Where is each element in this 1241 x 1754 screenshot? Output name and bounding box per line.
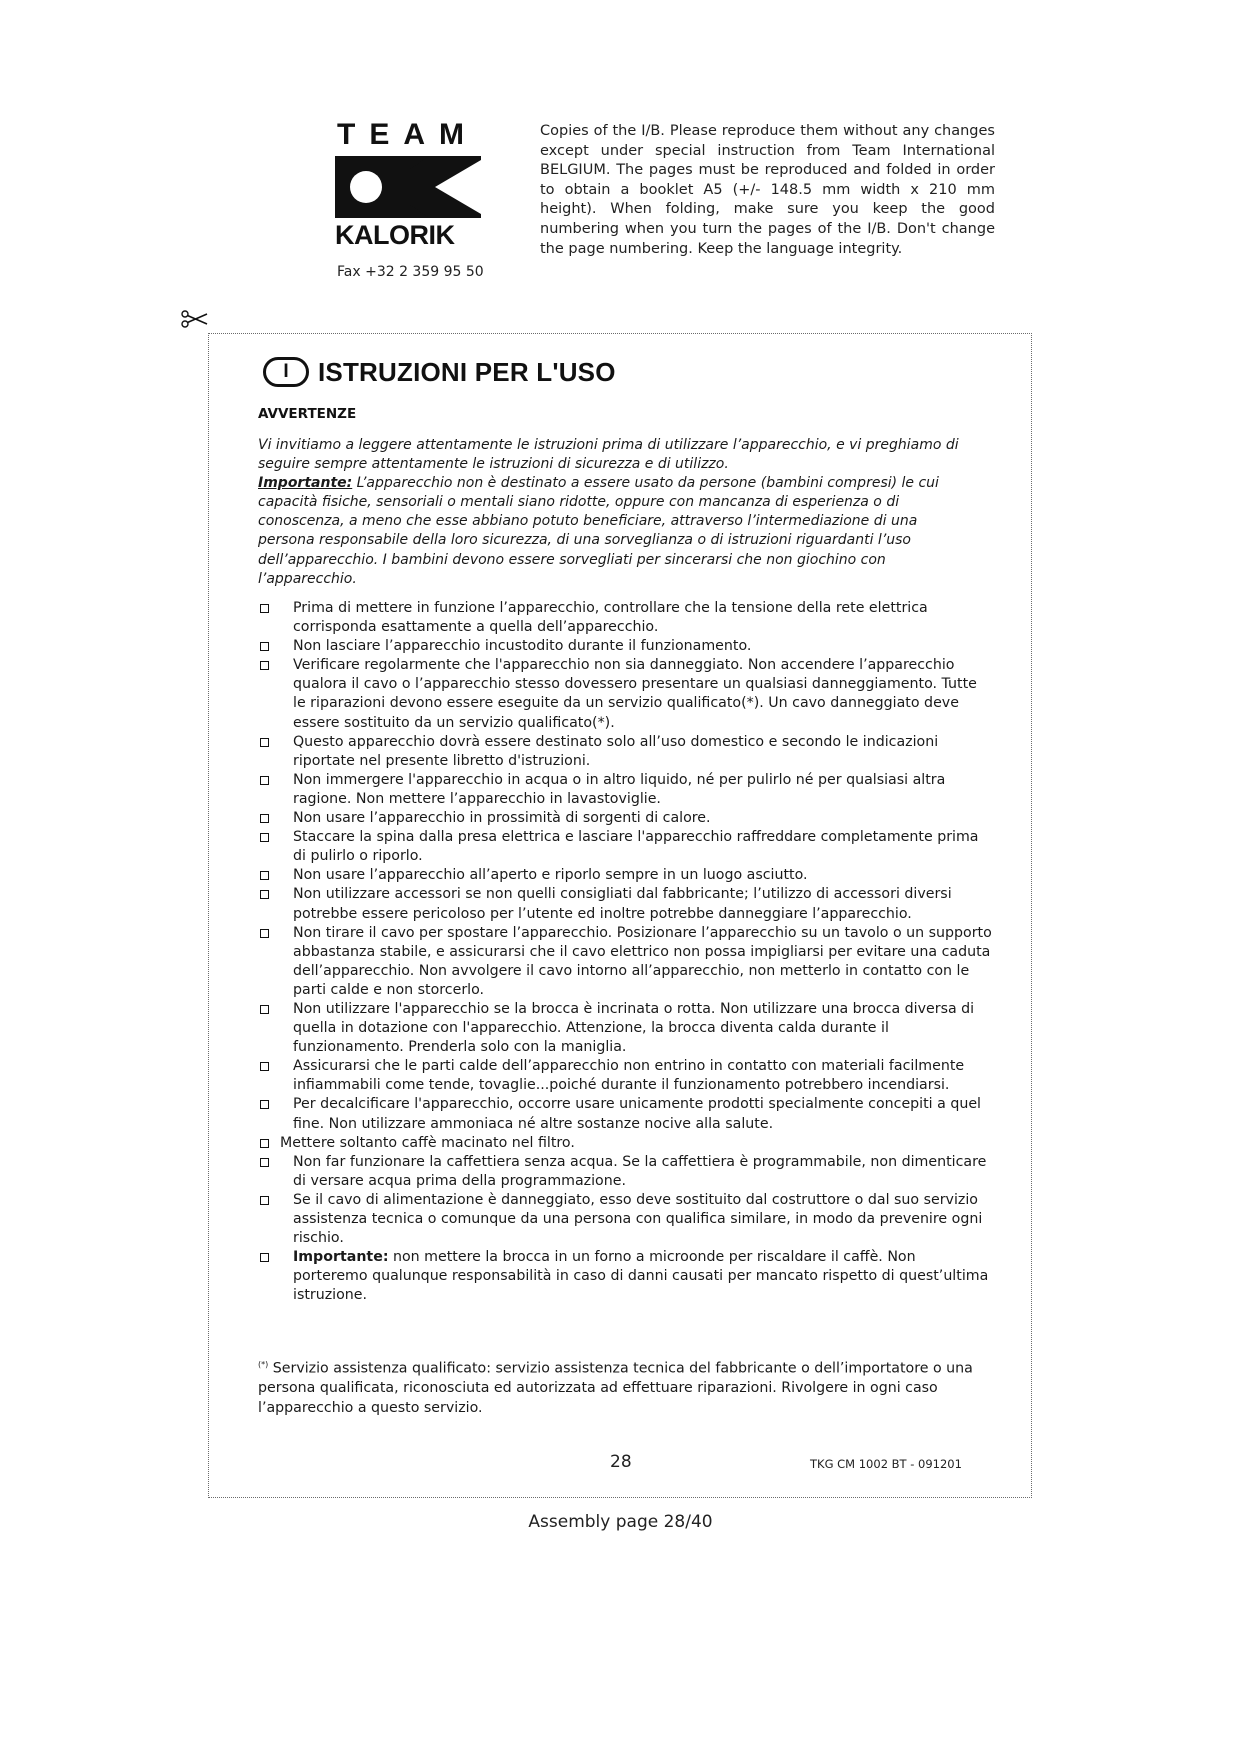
copy-instructions: Copies of the I/B. Please reproduce them without any changes except under special instruction from Team International BELGIUM. The pages must be reproduced and folded in order to obtain a booklet A5 (+/- 148.5 mm width x 210 mm height). When folding, make sure you keep the good numbering when you turn the pages of the I/B. Don't change the page numbering. Keep the language integrity.	[540, 123, 995, 257]
checkbox-bullet-icon	[260, 871, 269, 880]
checkbox-bullet-icon	[260, 1196, 269, 1205]
intro-text: Vi invitiamo a leggere attentamente le istruzioni prima di utilizzare l’apparecchio, e vi preghiamo di seguire sempre attentamente le istruzioni di sicurezza e di utilizzo.	[258, 437, 959, 473]
list-item: Mettere soltanto caffè macinato nel filtro.	[258, 1134, 993, 1153]
assembly-page-label: Assembly page 28/40	[528, 1512, 713, 1532]
list-item: Non usare l’apparecchio all’aperto e riporlo sempre in un luogo asciutto.	[258, 866, 993, 885]
footnote-mark: (*)	[258, 1360, 269, 1369]
page-number: 28	[610, 1452, 632, 1472]
logo-team-text: TEAM	[337, 118, 478, 151]
checkbox-bullet-icon	[260, 738, 269, 747]
scissors-icon	[179, 310, 209, 328]
footnote	[258, 1355, 985, 1418]
list-item: Se il cavo di alimentazione è danneggiato, esso deve sostituito dal costruttore o dal suo servizio assistenza tecnica o comunque da una persona con qualifica similare, in modo da prevenire ogni rischio.	[258, 1191, 993, 1248]
list-item: Non usare l’apparecchio in prossimità di sorgenti di calore.	[258, 809, 993, 828]
page-title: ISTRUZIONI PER L'USO	[318, 356, 616, 387]
document-code: TKG CM 1002 BT - 091201	[810, 1457, 962, 1471]
checkbox-bullet-icon	[260, 1158, 269, 1167]
checkbox-bullet-icon	[260, 776, 269, 785]
logo-brand-text: KALORIK	[335, 220, 455, 250]
team-kalorik-logo	[335, 120, 485, 250]
list-item: Per decalcificare l'apparecchio, occorre usare unicamente prodotti specialmente concepiti a quel fine. Non utilizzare ammoniaca né altre sostanze nocive alla salute.	[258, 1095, 993, 1133]
list-item: Non lasciare l’apparecchio incustodito durante il funzionamento.	[258, 637, 993, 656]
list-item: Importante: non mettere la brocca in un forno a microonde per riscaldare il caffè. Non porteremo qualunque responsabilità in caso di danni causati per mancato rispetto di quest’ultima istruzione.	[258, 1248, 993, 1305]
language-badge: I	[263, 357, 309, 387]
checkbox-bullet-icon	[260, 661, 269, 670]
fax-number: Fax +32 2 359 95 50	[337, 264, 484, 280]
list-item: Staccare la spina dalla presa elettrica e lasciare l'apparecchio raffreddare completamente prima di pulirlo o riporlo.	[258, 828, 993, 866]
list-item: Verificare regolarmente che l'apparecchio non sia danneggiato. Non accendere l’apparecchio qualora il cavo o l’apparecchio stesso dovessero presentare un qualsiasi danneggiamento. Tutte le riparazioni devono essere eseguite da un servizio qualificato(*). Un cavo danneggiato deve essere sostituito da un servizio qualificato(*).	[258, 656, 993, 732]
checkbox-bullet-icon	[260, 1100, 269, 1109]
checkbox-bullet-icon	[260, 890, 269, 899]
warnings-heading: AVVERTENZE	[258, 406, 357, 422]
checkbox-bullet-icon	[260, 1139, 269, 1148]
list-item: Prima di mettere in funzione l’apparecchio, controllare che la tensione della rete elettrica corrisponda esattamente a quella dell’apparecchio.	[258, 599, 993, 637]
list-item: Questo apparecchio dovrà essere destinato solo all’uso domestico e secondo le indicazioni riportate nel presente libretto d'istruzioni.	[258, 733, 993, 771]
list-item: Non immergere l'apparecchio in acqua o in altro liquido, né per pulirlo né per qualsiasi altra ragione. Non mettere l’apparecchio in lavastoviglie.	[258, 771, 993, 809]
list-item: Non tirare il cavo per spostare l’apparecchio. Posizionare l’apparecchio su un tavolo o un supporto abbastanza stabile, e assicurarsi che il cavo elettrico non possa impigliarsi per evitare una caduta dell’apparecchio. Non avvolgere il cavo intorno all’apparecchio, non metterlo in contatto con le parti calde e non storcerlo.	[258, 924, 993, 1000]
list-item: Non utilizzare accessori se non quelli consigliati dal fabbricante; l’utilizzo di accessori diversi potrebbe essere pericoloso per l’utente ed inoltre potrebbe danneggiare l’apparecchio.	[258, 885, 993, 923]
checkbox-bullet-icon	[260, 1005, 269, 1014]
checkbox-bullet-icon	[260, 929, 269, 938]
checkbox-bullet-icon	[260, 833, 269, 842]
checkbox-bullet-icon	[260, 814, 269, 823]
checkbox-bullet-icon	[260, 604, 269, 613]
list-item: Assicurarsi che le parti calde dell’apparecchio non entrino in contatto con materiali facilmente infiammabili come tende, tovaglie...poiché durante il funzionamento potrebbero incendiarsi.	[258, 1057, 993, 1095]
kalorik-k-icon	[335, 156, 481, 218]
footnote-text: Servizio assistenza qualificato: servizio assistenza tecnica del fabbricante o dell’importatore o una persona qualificata, riconosciuta ed autorizzata ad effettuare riparazioni. Rivolgere in ogni caso l’apparecchio a questo servizio.	[258, 1360, 973, 1416]
important-label: Importante:	[258, 475, 353, 492]
checkbox-bullet-icon	[260, 1253, 269, 1262]
checkbox-bullet-icon	[260, 1062, 269, 1071]
warnings-list	[258, 599, 993, 1305]
checkbox-bullet-icon	[260, 642, 269, 651]
intro-paragraph	[258, 436, 974, 589]
section-title	[263, 352, 616, 392]
list-item: Non far funzionare la caffettiera senza acqua. Se la caffettiera è programmabile, non dimenticare di versare acqua prima della programmazione.	[258, 1153, 993, 1191]
important-text: L’apparecchio non è destinato a essere usato da persone (bambini compresi) le cui capacità fisiche, sensoriali o mentali siano ridotte, oppure con mancanza di esperienza o di conoscenza, a meno che esse abbiano potuto beneficiare, attraverso l’intermediazione di una persona responsabile della loro sicurezza, di una sorveglianza o di istruzioni riguardanti l’uso dell’apparecchio. I bambini devono essere sorvegliati per sincerarsi che non giochino con l’apparecchio.	[258, 475, 939, 587]
list-item: Non utilizzare l'apparecchio se la brocca è incrinata o rotta. Non utilizzare una brocca diversa di quella in dotazione con l'apparecchio. Attenzione, la brocca diventa calda durante il funzionamento. Prenderla solo con la maniglia.	[258, 1000, 993, 1057]
